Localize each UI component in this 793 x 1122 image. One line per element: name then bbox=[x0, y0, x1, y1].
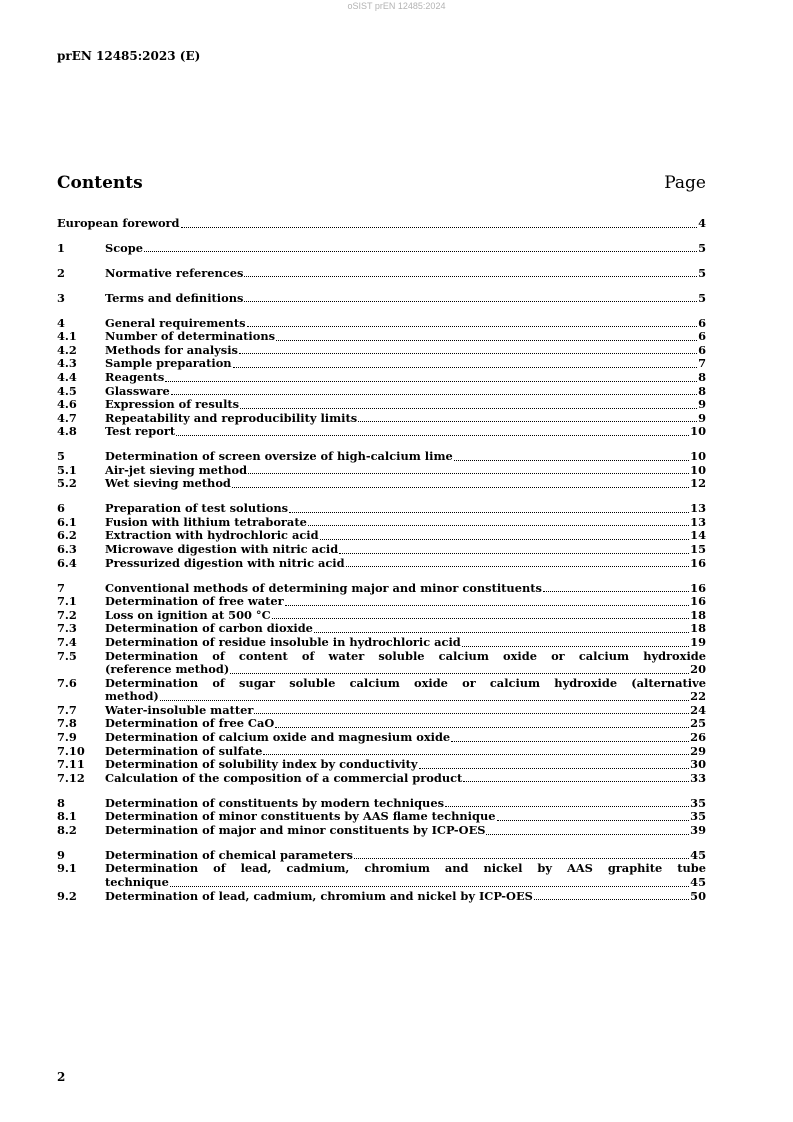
toc-entry-number: 4.7 bbox=[57, 410, 77, 425]
toc-entry-title: Determination of lead, cadmium, chromium and nickel by AAS graphite tube bbox=[105, 862, 706, 876]
toc-entry-page: 22 bbox=[690, 689, 706, 704]
toc-entry-title: Repeatability and reproducibility limits bbox=[105, 410, 358, 425]
toc-entry-page: 15 bbox=[690, 542, 706, 557]
toc-entry-number: 4.6 bbox=[57, 397, 77, 412]
dot-leader bbox=[248, 473, 689, 474]
toc-entry-number: 1 bbox=[57, 240, 65, 255]
toc-entry-number: 4.1 bbox=[57, 329, 77, 344]
toc-entry-title-continued: technique bbox=[105, 875, 169, 890]
toc-entry-number: 7.12 bbox=[57, 770, 85, 785]
toc-entry-number: 9.1 bbox=[57, 861, 77, 876]
toc-entry-number: 7.10 bbox=[57, 743, 85, 758]
toc-entry-page: 19 bbox=[690, 634, 706, 649]
toc-entry-title: Expression of results bbox=[105, 397, 240, 412]
dot-leader bbox=[308, 525, 689, 526]
toc-entry-page: 29 bbox=[690, 743, 706, 758]
toc-entry-title: Determination of sulfate bbox=[105, 743, 263, 758]
toc-entry-title: Pressurized digestion with nitric acid bbox=[105, 555, 345, 570]
toc-entry-title: Determination of solubility index by conductivity bbox=[105, 757, 418, 772]
toc-entry-title: Water-insoluble matter bbox=[105, 702, 254, 717]
toc-entry-page: 33 bbox=[690, 770, 706, 785]
toc-entry-title: Determination of carbon dioxide bbox=[105, 621, 313, 636]
dot-leader bbox=[176, 435, 689, 436]
toc-entry-title: Determination of chemical parameters bbox=[105, 847, 353, 862]
dot-leader bbox=[254, 713, 689, 714]
toc-entry[interactable] bbox=[57, 772, 706, 786]
toc-entry-title: Number of determinations bbox=[105, 329, 276, 344]
toc-entry-page: 8 bbox=[698, 383, 706, 398]
toc-entry-number: 4.3 bbox=[57, 356, 77, 371]
toc-entry-number: 6.2 bbox=[57, 528, 77, 543]
toc-entry[interactable] bbox=[57, 398, 706, 412]
toc-entry-title: Loss on ignition at 500 °C bbox=[105, 607, 271, 622]
toc-entry-page: 9 bbox=[698, 410, 706, 425]
toc-entry[interactable] bbox=[57, 731, 706, 745]
toc-entry[interactable] bbox=[57, 557, 706, 571]
toc-entry[interactable] bbox=[57, 357, 706, 371]
toc-entry-page: 13 bbox=[690, 501, 706, 516]
toc-entry[interactable] bbox=[57, 890, 706, 904]
toc-entry-page: 6 bbox=[698, 342, 706, 357]
toc-entry[interactable] bbox=[57, 862, 706, 889]
toc-entry[interactable] bbox=[57, 622, 706, 636]
toc-entry-title: Determination of constituents by modern techniques bbox=[105, 795, 444, 810]
toc-entry[interactable] bbox=[57, 797, 706, 811]
dot-leader bbox=[275, 727, 689, 728]
toc-entry-title: Determination of minor constituents by AAS flame technique bbox=[105, 809, 496, 824]
toc-entry-page: 4 bbox=[698, 216, 706, 230]
dot-leader bbox=[314, 632, 689, 633]
dot-leader bbox=[543, 591, 689, 592]
dot-leader bbox=[170, 886, 689, 887]
toc-entry-number: 4 bbox=[57, 315, 65, 330]
toc-entry-page: 35 bbox=[690, 795, 706, 810]
toc-entry-page: 24 bbox=[690, 702, 706, 717]
toc-entry-number: 8.1 bbox=[57, 809, 77, 824]
toc-entry-title: Determination of screen oversize of high-calcium lime bbox=[105, 449, 453, 464]
toc-entry-title: Conventional methods of determining major and minor constituents bbox=[105, 580, 542, 595]
toc-entry[interactable] bbox=[57, 595, 706, 609]
toc-entry[interactable] bbox=[57, 650, 706, 677]
toc-entry-title: Determination of major and minor constituents by ICP-OES bbox=[105, 822, 486, 837]
toc-entry-page: 5 bbox=[698, 265, 706, 280]
toc-entry-title: Preparation of test solutions bbox=[105, 501, 289, 516]
dot-leader bbox=[339, 553, 689, 554]
toc-entry-page: 18 bbox=[690, 607, 706, 622]
dot-leader bbox=[230, 673, 689, 674]
toc-entry-page: 25 bbox=[690, 716, 706, 731]
dot-leader bbox=[463, 781, 689, 782]
toc-entry-title: Determination of lead, cadmium, chromium and nickel by ICP-OES bbox=[105, 888, 533, 903]
toc-entry-title: Calculation of the composition of a commercial product bbox=[105, 770, 463, 785]
toc-entry[interactable] bbox=[57, 464, 706, 478]
toc-entry-number: 7.9 bbox=[57, 730, 77, 745]
toc-entry-page: 39 bbox=[690, 822, 706, 837]
toc-entry-number: 2 bbox=[57, 265, 65, 280]
dot-leader bbox=[239, 353, 697, 354]
dot-leader bbox=[285, 605, 690, 606]
dot-leader bbox=[160, 700, 689, 701]
toc-entry[interactable] bbox=[57, 292, 706, 306]
toc-entry-title: Wet sieving method bbox=[105, 476, 231, 491]
toc-entry-title: Terms and definitions bbox=[105, 290, 244, 305]
dot-leader bbox=[171, 394, 697, 395]
toc-entry[interactable] bbox=[57, 242, 706, 256]
dot-leader bbox=[181, 227, 698, 228]
toc-entry-page: 12 bbox=[690, 476, 706, 491]
toc-entry[interactable] bbox=[57, 502, 706, 516]
toc-entry-title: General requirements bbox=[105, 315, 246, 330]
toc-entry-title: Scope bbox=[105, 240, 143, 255]
toc-entry-number: 7.8 bbox=[57, 716, 77, 731]
toc-entry-page: 8 bbox=[698, 369, 706, 384]
toc-entry[interactable] bbox=[57, 849, 706, 863]
toc-entry-title: Determination of content of water soluble calcium oxide or calcium hydroxide bbox=[105, 649, 706, 663]
toc-entry[interactable] bbox=[57, 758, 706, 772]
toc-entry-number: 7.2 bbox=[57, 607, 77, 622]
dot-leader bbox=[240, 408, 697, 409]
toc-entry-title: Air-jet sieving method bbox=[105, 462, 248, 477]
toc-entry-page: 16 bbox=[690, 555, 706, 570]
toc-entry-number: 7.5 bbox=[57, 648, 77, 663]
toc-entry-number: 6 bbox=[57, 501, 65, 516]
toc-entry-number: 5 bbox=[57, 449, 65, 464]
toc-entry-page: 5 bbox=[698, 290, 706, 305]
toc-entry-title-continued: (reference method) bbox=[105, 662, 230, 677]
toc-entry-number: 9 bbox=[57, 847, 65, 862]
toc-entry[interactable] bbox=[57, 371, 706, 385]
toc-entry[interactable] bbox=[57, 677, 706, 704]
toc-entry-number: 7.1 bbox=[57, 594, 77, 609]
toc-entry-page: 16 bbox=[690, 580, 706, 595]
toc-entry-title: Microwave digestion with nitric acid bbox=[105, 542, 339, 557]
toc-entry-page: 30 bbox=[690, 757, 706, 772]
toc-entry-page: 50 bbox=[690, 888, 706, 903]
toc-entry-number: 6.3 bbox=[57, 542, 77, 557]
toc-entry-page: 10 bbox=[690, 462, 706, 477]
toc-entry-number: 7.3 bbox=[57, 621, 77, 636]
toc-entry-number: 8 bbox=[57, 795, 65, 810]
toc-entry-title-continued: method) bbox=[105, 689, 159, 704]
toc-entry-title: Determination of free water bbox=[105, 594, 284, 609]
toc-entry-number: 4.2 bbox=[57, 342, 77, 357]
toc-entry-title: Normative references bbox=[105, 265, 244, 280]
toc-entry-title: Fusion with lithium tetraborate bbox=[105, 514, 307, 529]
dot-leader bbox=[233, 367, 697, 368]
toc-entry-page: 7 bbox=[698, 356, 706, 371]
toc-entry-number: 8.2 bbox=[57, 822, 77, 837]
toc-entry[interactable] bbox=[57, 717, 706, 731]
toc-entry[interactable] bbox=[57, 824, 706, 838]
toc-entry[interactable] bbox=[57, 450, 706, 464]
toc-entry-title: Extraction with hydrochloric acid bbox=[105, 528, 319, 543]
toc-entry-title: Glassware bbox=[105, 383, 170, 398]
dot-leader bbox=[244, 301, 697, 302]
dot-leader bbox=[451, 741, 689, 742]
toc-entry[interactable] bbox=[57, 745, 706, 759]
watermark: oSIST prEN 12485:2024 bbox=[347, 1, 446, 11]
toc-entry-page: 13 bbox=[690, 514, 706, 529]
toc-entry-title: Methods for analysis bbox=[105, 342, 238, 357]
toc-entry-number: 3 bbox=[57, 290, 65, 305]
toc-entry-number: 7 bbox=[57, 580, 65, 595]
toc-entry-number: 6.4 bbox=[57, 555, 77, 570]
toc-entry-page: 45 bbox=[690, 847, 706, 862]
toc-entry[interactable] bbox=[57, 529, 706, 543]
toc-entry[interactable] bbox=[57, 543, 706, 557]
toc-entry-number: 4.4 bbox=[57, 369, 77, 384]
toc-entry-title: Determination of free CaO bbox=[105, 716, 275, 731]
toc-entry-page: 45 bbox=[690, 875, 706, 890]
toc-entry-page: 14 bbox=[690, 528, 706, 543]
toc-entry[interactable] bbox=[57, 425, 706, 439]
document-identifier: prEN 12485:2023 (E) bbox=[57, 49, 201, 63]
toc-entry-page: 16 bbox=[690, 594, 706, 609]
contents-heading: Contents bbox=[57, 173, 143, 193]
toc-entry-title: Determination of sugar soluble calcium oxide or calcium hydroxide (alternative bbox=[105, 676, 706, 690]
toc-entry-title: Determination of residue insoluble in hydrochloric acid bbox=[105, 634, 461, 649]
dot-leader bbox=[276, 340, 697, 341]
toc-entry-number: 4.8 bbox=[57, 424, 77, 439]
dot-leader bbox=[263, 754, 689, 755]
dot-leader bbox=[144, 251, 697, 252]
toc-entry-title: Determination of calcium oxide and magnesium oxide bbox=[105, 730, 451, 745]
dot-leader bbox=[289, 512, 689, 513]
toc-entry-number: 7.6 bbox=[57, 675, 77, 690]
toc-entry-title: Sample preparation bbox=[105, 356, 232, 371]
toc-entry-title: Reagents bbox=[105, 369, 165, 384]
toc-entry[interactable] bbox=[57, 267, 706, 281]
toc-entry-page: 20 bbox=[690, 662, 706, 677]
toc-entry[interactable] bbox=[57, 217, 706, 231]
toc-entry[interactable] bbox=[57, 317, 706, 331]
toc-entry-number: 4.5 bbox=[57, 383, 77, 398]
dot-leader bbox=[247, 326, 698, 327]
dot-leader bbox=[445, 806, 689, 807]
toc-entry-number: 7.7 bbox=[57, 702, 77, 717]
toc-entry[interactable] bbox=[57, 385, 706, 399]
dot-leader bbox=[165, 381, 697, 382]
toc-entry-page: 18 bbox=[690, 621, 706, 636]
toc-entry-number: 9.2 bbox=[57, 888, 77, 903]
dot-leader bbox=[346, 566, 690, 567]
toc-entry[interactable] bbox=[57, 810, 706, 824]
table-of-contents bbox=[57, 217, 706, 903]
toc-entry[interactable] bbox=[57, 344, 706, 358]
toc-entry-page: 10 bbox=[690, 449, 706, 464]
dot-leader bbox=[232, 487, 689, 488]
dot-leader bbox=[320, 539, 690, 540]
toc-entry[interactable] bbox=[57, 704, 706, 718]
toc-entry-title: Test report bbox=[105, 424, 176, 439]
toc-entry-page: 9 bbox=[698, 397, 706, 412]
toc-entry-number: 7.4 bbox=[57, 634, 77, 649]
toc-entry[interactable] bbox=[57, 609, 706, 623]
dot-leader bbox=[534, 899, 689, 900]
toc-entry-page: 26 bbox=[690, 730, 706, 745]
toc-entry-number: 5.1 bbox=[57, 462, 77, 477]
dot-leader bbox=[244, 276, 697, 277]
dot-leader bbox=[454, 460, 689, 461]
dot-leader bbox=[354, 858, 689, 859]
toc-entry-title: European foreword bbox=[57, 216, 180, 230]
dot-leader bbox=[272, 618, 689, 619]
toc-entry-page: 5 bbox=[698, 240, 706, 255]
toc-entry-number: 7.11 bbox=[57, 757, 85, 772]
toc-entry-page: 35 bbox=[690, 809, 706, 824]
toc-entry[interactable] bbox=[57, 516, 706, 530]
toc-entry-page: 10 bbox=[690, 424, 706, 439]
toc-entry[interactable] bbox=[57, 636, 706, 650]
toc-entry[interactable] bbox=[57, 412, 706, 426]
toc-entry[interactable] bbox=[57, 582, 706, 596]
toc-entry-number: 6.1 bbox=[57, 514, 77, 529]
page-column-label: Page bbox=[664, 173, 706, 193]
dot-leader bbox=[419, 768, 690, 769]
toc-entry[interactable] bbox=[57, 477, 706, 491]
toc-entry[interactable] bbox=[57, 330, 706, 344]
dot-leader bbox=[486, 834, 689, 835]
toc-entry-page: 6 bbox=[698, 315, 706, 330]
page-number: 2 bbox=[57, 1070, 66, 1084]
dot-leader bbox=[497, 820, 690, 821]
dot-leader bbox=[358, 421, 697, 422]
toc-entry-page: 6 bbox=[698, 329, 706, 344]
dot-leader bbox=[462, 646, 689, 647]
toc-entry-number: 5.2 bbox=[57, 476, 77, 491]
